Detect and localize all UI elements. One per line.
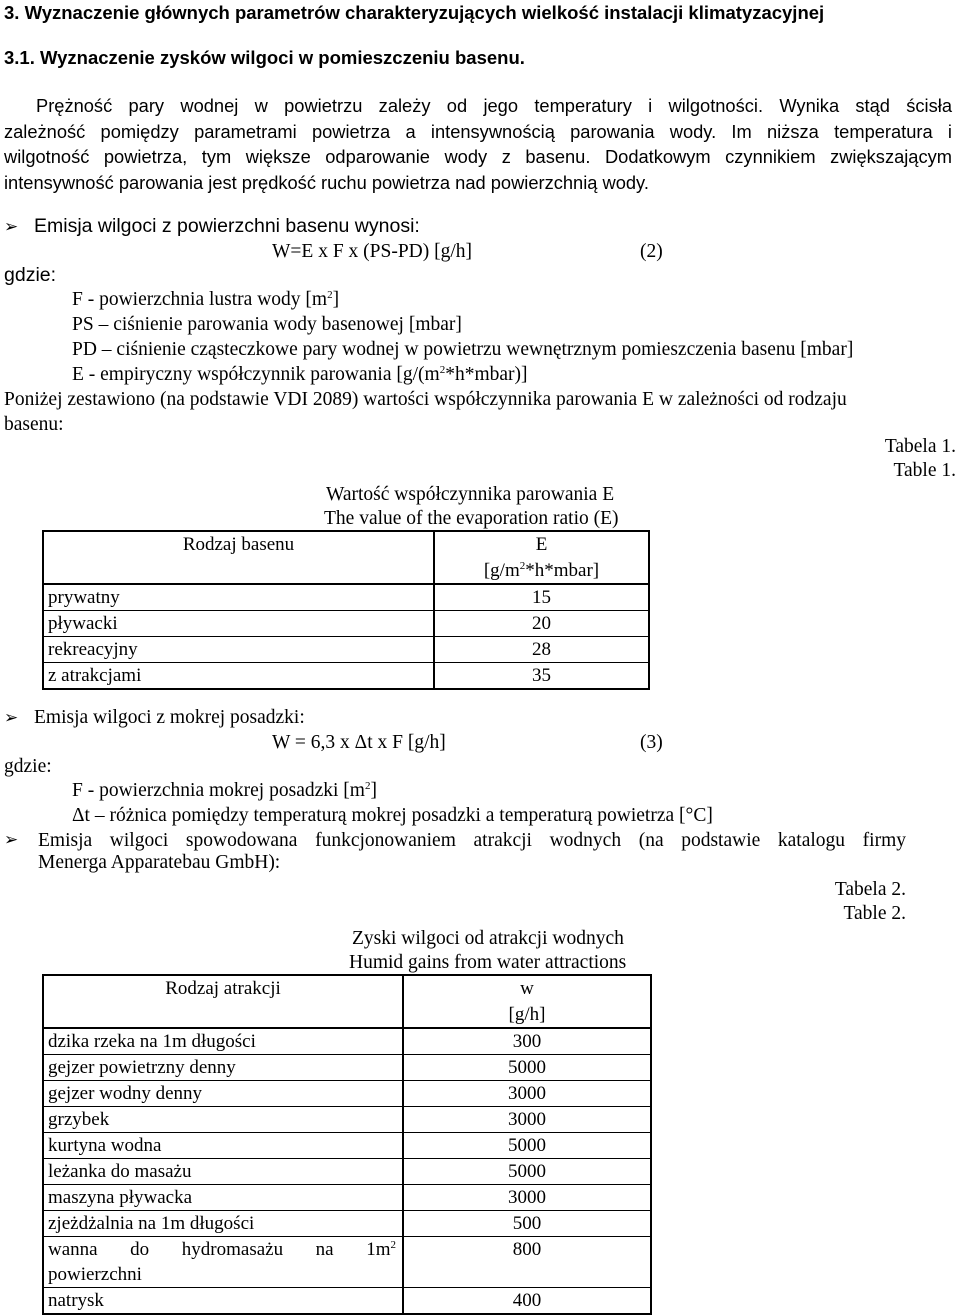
table-cell: 3000 (403, 1107, 651, 1133)
table-cell: 5000 (403, 1159, 651, 1185)
evaporation-ratio-table (42, 530, 650, 690)
note-line: basenu: (4, 414, 64, 435)
cell-line: wanna do hydromasażu na $1m^2$ (48, 1239, 396, 1260)
table-row (43, 1055, 651, 1081)
gdzie-label: gdzie: (4, 264, 57, 286)
table-row (43, 1185, 651, 1211)
column-header (403, 975, 651, 1028)
bullet-text: Emisja wilgoci spowodowana funkcjonowaniem atrakcji wodnych (na podstawie katalogu firmy (38, 830, 906, 851)
subsection-heading: 3.1. Wyznaczenie zysków wilgoci w pomieszczeniu basenu. (4, 47, 525, 68)
equation-number-3: (3) (640, 732, 663, 753)
definition-ps: PS – ciśnienie parowania wody basenowej [mbar] (72, 314, 462, 335)
formula-3: W = 6,3 x Δt x F [g/h] (272, 732, 446, 753)
column-header (434, 531, 649, 584)
table-cell: dzika rzeka na 1m długości (43, 1028, 403, 1055)
table-cell (43, 1237, 403, 1288)
table-cell: 3000 (403, 1081, 651, 1107)
table-row (43, 663, 649, 690)
table-row (43, 1159, 651, 1185)
column-header-unit: $[g/m^2*h*mbar]$ (483, 559, 600, 581)
table-cell: 15 (434, 584, 649, 611)
table-cell: 5000 (403, 1055, 651, 1081)
table-cell: maszyna pływacka (43, 1185, 403, 1211)
table-cell: 3000 (403, 1185, 651, 1211)
column-header-label: Rodzaj basenu (182, 534, 295, 555)
table-cell: 20 (434, 611, 649, 637)
definition-dt: Δt – różnica pomiędzy temperaturą mokrej posadzki a temperaturą powietrza [°C] (72, 805, 713, 826)
table-row (43, 1237, 651, 1288)
table-cell: natrysk (43, 1288, 403, 1315)
intro-line: intensywność parowania jest prędkość ruchu powietrza nad powierzchnią wody. (4, 171, 649, 193)
table2-label-en: Table 2. (843, 903, 906, 924)
definition-e: E - empiryczny współczynnik parowania $[g/(m^2*h*mbar)]$ (72, 364, 528, 385)
intro-paragraph (4, 93, 952, 195)
column-header (43, 975, 403, 1028)
bullet-line (4, 830, 906, 852)
definition-pd: PD – ciśnienie cząsteczkowe pary wodnej w powietrzu wewnętrznym pomieszczenia basenu [mbar] (72, 339, 854, 360)
table1-caption-en: The value of the evaporation ratio (E) (324, 508, 619, 529)
definition-f: F - powierzchnia lustra wody $[m^2]$ (72, 289, 340, 310)
table-cell: prywatny (43, 584, 434, 611)
table1-label-en: Table 1. (893, 460, 956, 481)
table-cell: 28 (434, 637, 649, 663)
table-cell: 800 (403, 1237, 651, 1288)
table-row (43, 611, 649, 637)
bullet-line: Menerga Apparatebau GmbH): (38, 852, 281, 873)
table-row (43, 1288, 651, 1315)
arrowhead-bullet-icon: ➢ (4, 830, 19, 849)
table-cell: z atrakcjami (43, 663, 434, 690)
intro-line: wilgotność powietrza, tym większe odparowanie wody z basenu. Dodatkowym czynnikiem zwiększającym (4, 146, 952, 167)
column-header-unit: [g/h] (508, 1003, 546, 1025)
table2-caption-en: Humid gains from water attractions (349, 952, 627, 973)
table-cell: 5000 (403, 1133, 651, 1159)
table1-caption-pl: Wartość współczynnika parowania E (326, 484, 615, 505)
table-cell: rekreacyjny (43, 637, 434, 663)
table-cell: kurtyna wodna (43, 1133, 403, 1159)
table-cell: pływacki (43, 611, 434, 637)
intro-line: Prężność pary wodnej w powietrzu zależy od jego temperatury i wilgotności. Wynika stąd ścisła (36, 95, 952, 116)
bullet-emission-pool: ➢ Emisja wilgoci z powierzchni basenu wynosi: (4, 215, 420, 237)
arrowhead-bullet-icon: ➢ (4, 217, 19, 236)
formula-2: W=E x F x (PS-PD) [g/h] (272, 241, 473, 262)
cell-line: powierzchni (48, 1264, 142, 1285)
intro-line: zależność pomiędzy parametrami powietrza a intensywnością parowania wody. Im niższa temperatura i (4, 120, 952, 142)
gdzie-label: gdzie: (4, 756, 52, 777)
section-heading: 3. Wyznaczenie głównych parametrów charakteryzujących wielkość instalacji klimatyzacyjnej (4, 2, 825, 23)
arrowhead-bullet-icon: ➢ (4, 708, 19, 727)
table-cell: leżanka do masażu (43, 1159, 403, 1185)
water-attractions-table (42, 974, 652, 1315)
table-row (43, 1133, 651, 1159)
table-cell: grzybek (43, 1107, 403, 1133)
table-row (43, 637, 649, 663)
table-cell: gejzer powietrzny denny (43, 1055, 403, 1081)
column-header-label: w (520, 978, 534, 999)
table-row (43, 1107, 651, 1133)
bullet-emission-attractions (4, 830, 906, 874)
table-header-row (43, 975, 651, 1028)
column-header-label: E (535, 534, 548, 555)
table2-caption-pl: Zyski wilgoci od atrakcji wodnych (352, 928, 624, 949)
table-row (43, 584, 649, 611)
table-cell: 400 (512, 1290, 542, 1311)
table-cell: zjeżdżalnia na 1m długości (43, 1211, 403, 1237)
table2-label-pl: Tabela 2. (834, 879, 906, 900)
table-header-row (43, 531, 649, 584)
table-row (43, 1028, 651, 1055)
table1-label-pl: Tabela 1. (884, 436, 956, 457)
column-header (43, 531, 434, 584)
table-cell: gejzer wodny denny (43, 1081, 403, 1107)
note-line: Poniżej zestawiono (na podstawie VDI 2089) wartości współczynnika parowania E w zależności od rodzaju (4, 389, 847, 410)
table-row (43, 1081, 651, 1107)
table-cell: 300 (403, 1028, 651, 1055)
bullet-emission-floor: ➢ Emisja wilgoci z mokrej posadzki: (4, 707, 305, 728)
definition-f: F - powierzchnia mokrej posadzki $[m^2]$ (72, 780, 377, 801)
column-header-label: Rodzaj atrakcji (165, 978, 281, 999)
equation-number-2: (2) (640, 241, 663, 262)
table-row (43, 1211, 651, 1237)
table-cell: 500 (403, 1211, 651, 1237)
table-cell: 35 (532, 665, 551, 686)
